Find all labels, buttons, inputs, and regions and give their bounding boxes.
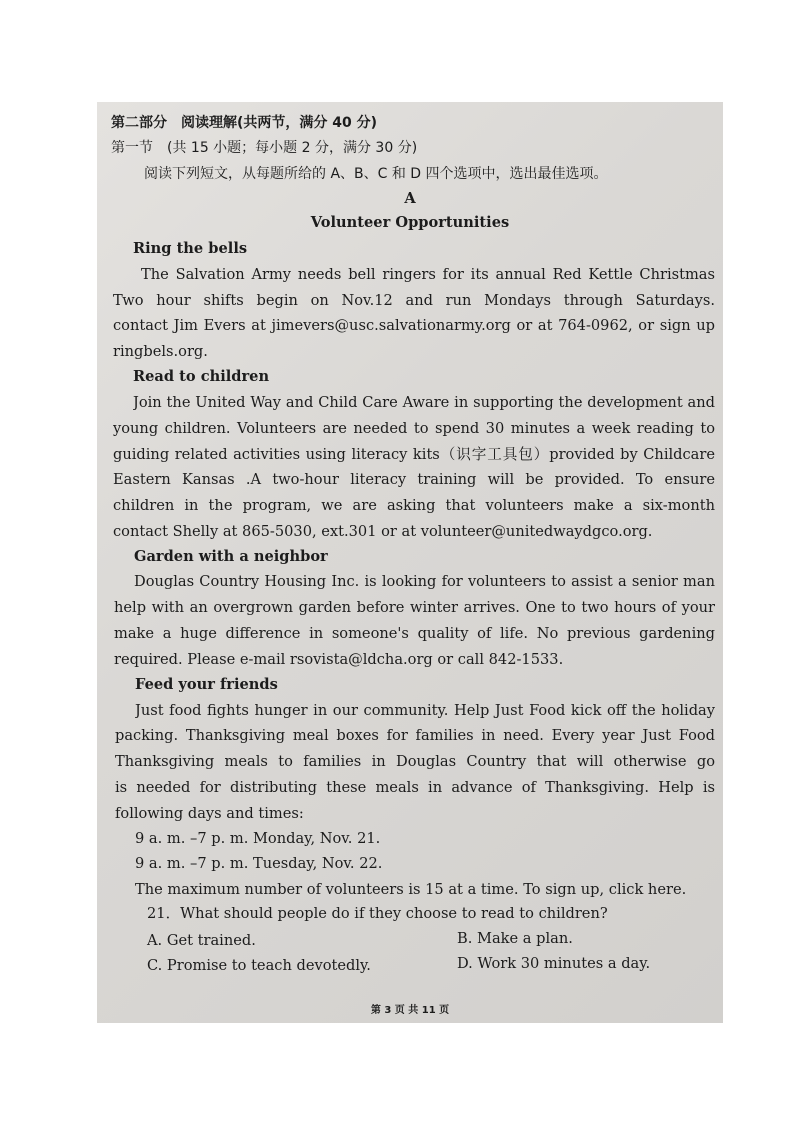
exam-page-photo	[97, 102, 723, 1023]
paragraph-line: Join the United Way and Child Care Aware in supporting the development and	[133, 394, 715, 411]
paragraph-line: Two hour shifts begin on Nov.12 and run Mondays through Saturdays.	[113, 292, 715, 309]
closing-line: The maximum number of volunteers is 15 at a time. To sign up, click here.	[135, 881, 687, 898]
question-stem: 21．What should people do if they choose to read to children?	[147, 905, 608, 922]
passage-title: Volunteer Opportunities	[310, 214, 510, 231]
paragraph-line: children in the program, we are asking that volunteers make a six-month	[113, 497, 715, 514]
schedule-item: 9 a. m. –7 p. m. Tuesday, Nov. 22.	[135, 855, 383, 872]
paragraph-line: young children. Volunteers are needed to spend 30 minutes a week reading to	[113, 420, 715, 437]
paragraph-line: packing. Thanksgiving meal boxes for families in need. Every year Just Food	[115, 727, 715, 744]
option-a: A. Get trained.	[147, 932, 256, 949]
option-b: B. Make a plan.	[457, 930, 573, 947]
paragraph-line: Douglas Country Housing Inc. is looking for volunteers to assist a senior man	[134, 573, 715, 590]
paragraph-line: required. Please e-mail rsovista@ldcha.org or call 842-1533.	[114, 651, 564, 668]
part-title: 第二部分 阅读理解(共两节，满分 40 分)	[111, 115, 378, 131]
section-heading: Garden with a neighbor	[134, 548, 328, 565]
paragraph-line: The Salvation Army needs bell ringers for its annual Red Kettle Christmas	[141, 266, 715, 283]
page-number: 第 3 页 共 11 页	[370, 1005, 450, 1016]
instruction: 阅读下列短文，从每题所给的 A、B、C 和 D 四个选项中，选出最佳选项。	[144, 166, 608, 182]
paragraph-line: Thanksgiving meals to families in Douglas Country that will otherwise go	[115, 753, 715, 770]
section-title: 第一节 (共 15 小题；每小题 2 分，满分 30 分)	[111, 140, 418, 156]
paragraph-line: Eastern Kansas .A two-hour literacy training will be provided. To ensure	[113, 471, 715, 488]
passage-letter: A	[404, 190, 416, 207]
section-heading: Ring the bells	[133, 240, 248, 257]
section-heading: Read to children	[133, 368, 270, 385]
option-c: C. Promise to teach devotedly.	[147, 957, 371, 974]
paragraph-line: guiding related activities using literacy kits（识字工具包）provided by Childcare	[113, 446, 715, 463]
option-d: D. Work 30 minutes a day.	[457, 955, 651, 972]
paragraph-line: Just food fights hunger in our community. Help Just Food kick off the holiday	[135, 702, 715, 719]
schedule-item: 9 a. m. –7 p. m. Monday, Nov. 21.	[135, 830, 381, 847]
paragraph-line: help with an overgrown garden before winter arrives. One to two hours of your	[114, 599, 715, 616]
paragraph-line: contact Shelly at 865-5030, ext.301 or at volunteer@unitedwaydgco.org.	[113, 523, 653, 540]
paragraph-line: is needed for distributing these meals in advance of Thanksgiving. Help is	[115, 779, 715, 796]
paragraph-line: following days and times:	[115, 805, 304, 822]
paragraph-line: make a huge difference in someone's quality of life. No previous gardening	[114, 625, 715, 642]
paragraph-line: ringbels.org.	[113, 343, 208, 360]
section-heading: Feed your friends	[135, 676, 278, 693]
paragraph-line: contact Jim Evers at jimevers@usc.salvationarmy.org or at 764-0962, or sign up	[113, 317, 715, 334]
